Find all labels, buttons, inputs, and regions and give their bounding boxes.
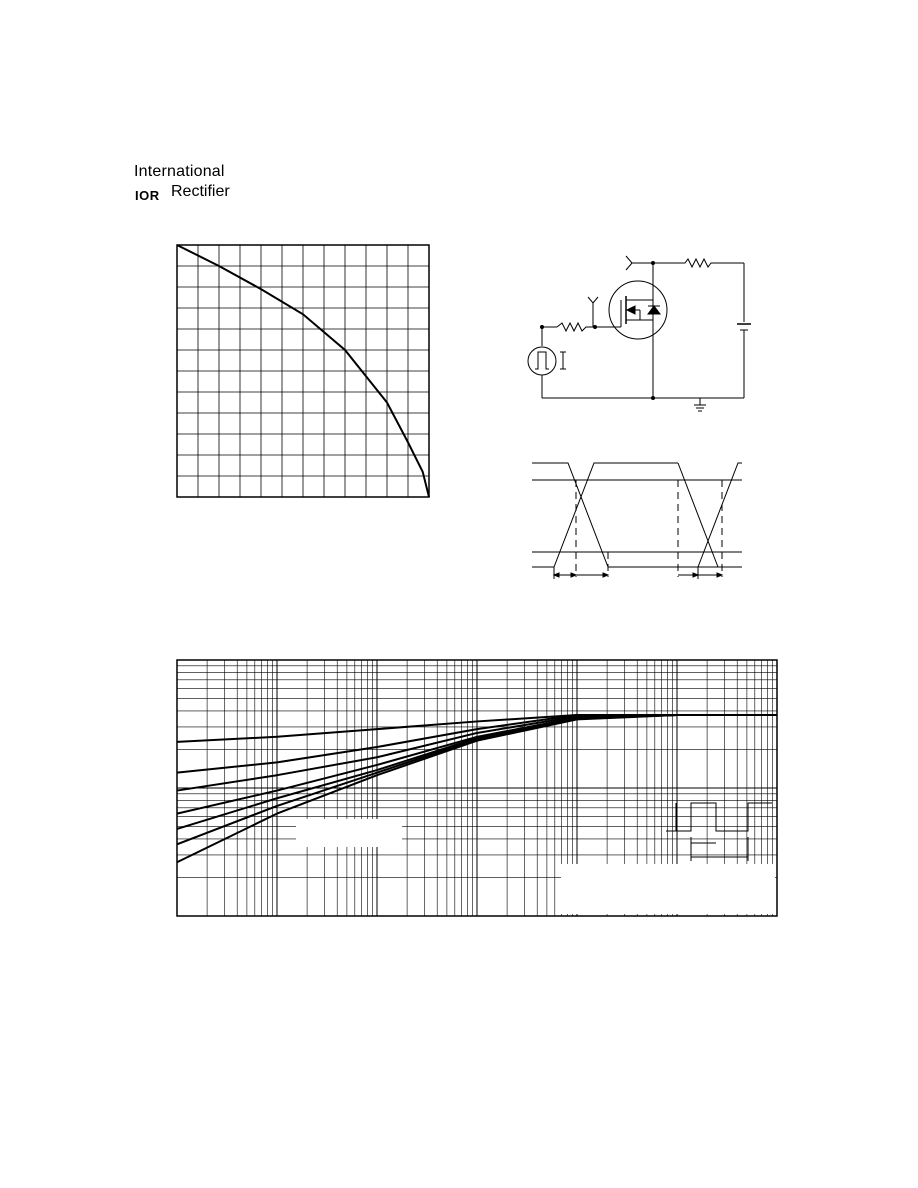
pulse-generator <box>528 347 556 375</box>
pulse-symbol <box>535 352 549 369</box>
vds-waveform-rise <box>678 463 718 567</box>
logo-word: Rectifier <box>171 183 230 200</box>
company-logo <box>134 163 234 205</box>
switching-test-circuit <box>515 250 755 420</box>
switching-waveforms <box>528 455 748 585</box>
drain-terminal-mark <box>626 256 632 270</box>
derating-chart <box>176 244 430 498</box>
legend-box <box>296 819 402 847</box>
gate-terminal-mark <box>588 297 598 303</box>
vgs-waveform <box>532 463 678 567</box>
vds-waveform <box>532 463 742 567</box>
load-resistor <box>680 259 718 267</box>
logo-line1: International <box>134 163 225 180</box>
note-box <box>561 864 775 914</box>
mosfet-arrow <box>627 306 635 314</box>
thermal-impedance-chart <box>176 659 778 917</box>
logo-mark: IOR <box>135 188 160 203</box>
gate-resistor <box>557 323 595 331</box>
duty-cycle-inset <box>666 803 772 861</box>
body-diode <box>648 306 660 314</box>
